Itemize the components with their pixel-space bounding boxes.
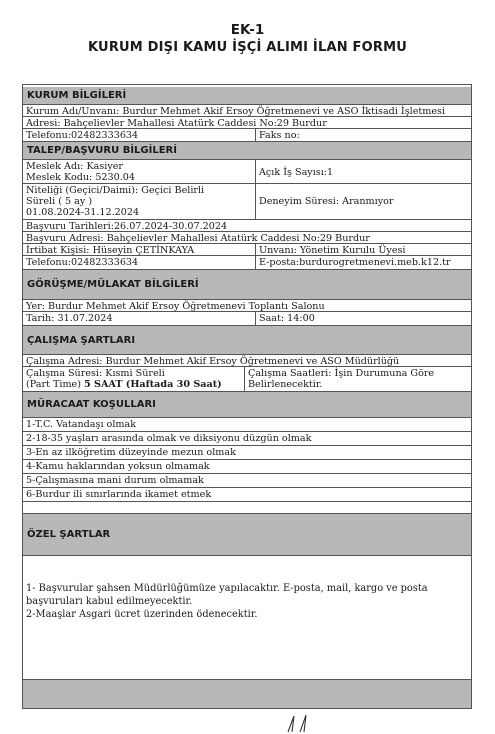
contact-phone-row	[23, 255, 471, 269]
annex-label: EK-1	[230, 22, 265, 38]
work-duration-cell	[23, 367, 244, 391]
requirement-text: 5-Çalışmasına mani durum olmamak	[26, 475, 204, 486]
form-title: KURUM DIŞI KAMU İŞÇİ ALIMI İLAN FORMU	[88, 40, 407, 55]
kurum-phone: Telefonu:02482333634	[26, 130, 139, 141]
special-condition-2: 2-Maaşlar Asgari ücret üzerinden ödenecektir.	[26, 609, 258, 620]
occupation-name: Meslek Adı: Kasiyer	[26, 161, 124, 172]
application-address: Başvuru Adresi: Bahçelievler Mahallesi Atatürk Caddesi No:29 Burdur	[26, 233, 370, 243]
occupation-code: Meslek Kodu: 5230.04	[26, 172, 135, 183]
work-hours-line-2: Belirlenecektir.	[248, 379, 323, 390]
work-duration-prefix: (Part Time)	[26, 379, 85, 390]
requirement-text: 2-18-35 yaşları arasında olmak ve diksiyonu düzgün olmak	[26, 433, 312, 444]
requirement-item	[23, 431, 471, 445]
section-muracaat-header: MÜRACAAT KOŞULLARI	[23, 391, 471, 417]
contact-email[interactable]: E-posta:burdurogretmenevi.meb.k12.tr	[255, 256, 471, 269]
application-dates: Başvuru Tarihleri:26.07.2024-30.07.2024	[26, 221, 228, 231]
requirement-text: 1-T.C. Vatandaşı olmak	[26, 419, 137, 430]
work-hours-cell	[244, 367, 471, 391]
form-footer-band	[23, 679, 471, 708]
requirement-text: 3-En az ilköğretim düzeyinde mezun olmak	[26, 447, 236, 458]
kurum-fax: Faks no:	[255, 129, 471, 141]
work-duration-hours: 5 SAAT (Haftada 30 Saat)	[84, 379, 222, 390]
interview-place-row	[23, 299, 471, 311]
occupation-cell	[23, 160, 255, 183]
nature-dates: 01.08.2024-31.12.2024	[26, 207, 140, 218]
announcement-form	[22, 84, 472, 709]
section-kurum-header: KURUM BİLGİLERİ	[23, 87, 471, 104]
application-dates-row	[23, 219, 471, 231]
nature-line-2: Süreli ( 5 ay )	[26, 196, 93, 207]
section-calisma-header: ÇALIŞMA ŞARTLARI	[23, 325, 471, 354]
kurum-name-row	[23, 104, 471, 116]
nature-cell	[23, 184, 255, 219]
work-duration-line-2	[26, 379, 241, 390]
special-condition-1-cont: başvuruları kabul edilmeyecektir.	[26, 596, 193, 607]
special-conditions-text	[23, 556, 471, 679]
interview-place: Yer: Burdur Mehmet Akif Ersoy Öğretmenevi Toplantı Salonu	[26, 301, 325, 311]
work-hours-line-1: Çalışma Saatleri: İşin Durumuna Göre	[248, 368, 435, 379]
experience: Deneyim Süresi: Aranmıyor	[255, 184, 471, 219]
contact-title: Unvanı: Yönetim Kurulu Üyesi	[255, 244, 471, 255]
requirement-item	[23, 445, 471, 459]
signature-mark	[278, 712, 318, 734]
kurum-name: Kurum Adı/Unvanı: Burdur Mehmet Akif Ersoy Öğretmenevi ve ASO İktisadi İşletmesi	[26, 106, 446, 116]
work-duration-line-1: Çalışma Süresi: Kısmi Süreli	[26, 368, 165, 379]
interview-datetime-row	[23, 311, 471, 325]
special-conditions-body	[23, 555, 471, 679]
section-gorusme-header: GÖRÜŞME/MÜLAKAT BİLGİLERİ	[23, 269, 471, 299]
interview-date: Tarih: 31.07.2024	[26, 313, 113, 324]
requirement-item	[23, 487, 471, 501]
interview-time: Saat: 14:00	[255, 312, 471, 325]
section-talep-header: TALEP/BAŞVURU BİLGİLERİ	[23, 141, 471, 159]
occupation-row	[23, 159, 471, 183]
nature-row	[23, 183, 471, 219]
contact-phone: Telefonu:02482333634	[26, 257, 139, 268]
work-duration-row	[23, 366, 471, 391]
requirement-item	[23, 417, 471, 431]
application-address-row	[23, 231, 471, 243]
contact-person-row	[23, 243, 471, 255]
openings: Açık İş Sayısı:1	[255, 160, 471, 183]
kurum-address: Adresi: Bahçelievler Mahallesi Atatürk Caddesi No:29 Burdur	[26, 118, 327, 128]
contact-person: İrtibat Kişisi: Hüseyin ÇETİNKAYA	[26, 245, 195, 255]
work-address-row	[23, 354, 471, 366]
requirement-text: 4-Kamu haklarından yoksun olmamak	[26, 461, 210, 472]
section-ozel-header: ÖZEL ŞARTLAR	[23, 513, 471, 555]
nature-line-1: Niteliği (Geçici/Daimi): Geçici Belirli	[26, 185, 205, 196]
requirement-text: 6-Burdur ili sınırlarında ikamet etmek	[26, 489, 212, 500]
kurum-contact-row	[23, 128, 471, 141]
special-condition-1: 1- Başvurular şahsen Müdürlüğümüze yapılacaktır. E-posta, mail, kargo ve posta	[26, 583, 428, 594]
kurum-address-row	[23, 116, 471, 128]
work-address: Çalışma Adresi: Burdur Mehmet Akif Ersoy Öğretmenevi ve ASO Müdürlüğü	[26, 356, 400, 366]
requirement-item	[23, 473, 471, 487]
requirement-item	[23, 459, 471, 473]
requirement-blank-row	[23, 501, 471, 513]
